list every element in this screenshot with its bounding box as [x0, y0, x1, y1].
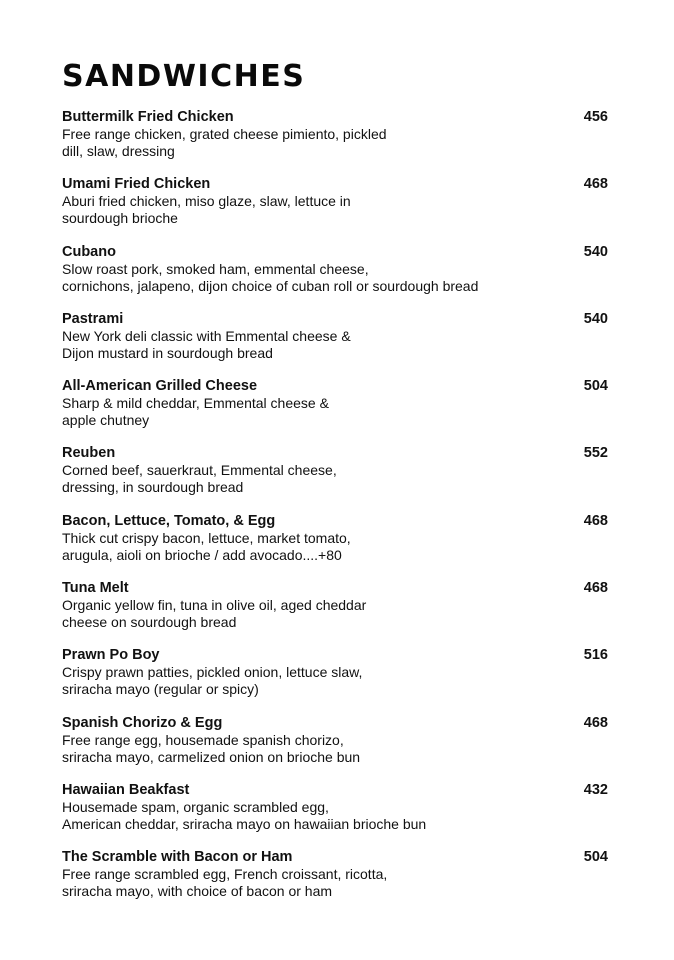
item-description-line: cornichons, jalapeno, dijon choice of cuban roll or sourdough bread	[62, 277, 479, 294]
menu-list	[62, 108, 622, 916]
item-description-line: Free range egg, housemade spanish chorizo,	[62, 731, 344, 748]
item-price: 540	[583, 243, 608, 260]
item-name: The Scramble with Bacon or Ham	[62, 849, 293, 866]
item-description	[62, 664, 532, 698]
item-price: 468	[583, 176, 608, 193]
item-description	[62, 597, 532, 631]
item-description	[62, 732, 532, 766]
item-name: Bacon, Lettuce, Tomato, & Egg	[62, 512, 276, 529]
item-price: 468	[583, 714, 608, 731]
item-description-line: Crispy prawn patties, pickled onion, lettuce slaw,	[62, 664, 363, 681]
menu-item	[62, 512, 622, 579]
menu-item	[62, 579, 622, 646]
menu-item	[62, 714, 622, 781]
item-description	[62, 395, 532, 429]
item-description-line: apple chutney	[62, 412, 150, 429]
page-title: SANDWICHES	[62, 59, 306, 94]
item-description-line: Free range scrambled egg, French croissant, ricotta,	[62, 866, 388, 883]
item-name: All-American Grilled Cheese	[62, 378, 258, 395]
item-description-line: sriracha mayo (regular or spicy)	[62, 681, 259, 698]
item-price: 456	[583, 109, 608, 125]
item-description-line: New York deli classic with Emmental cheese &	[62, 327, 351, 344]
item-description-line: sriracha mayo, with choice of bacon or ham	[62, 883, 333, 900]
menu-item	[62, 444, 622, 511]
item-description-line: Dijon mustard in sourdough bread	[62, 344, 273, 361]
item-description	[62, 261, 532, 295]
item-price: 540	[583, 310, 608, 327]
menu-item	[62, 243, 622, 310]
item-description	[62, 193, 532, 227]
menu-item	[62, 848, 622, 915]
item-description-line: Thick cut crispy bacon, lettuce, market tomato,	[62, 529, 351, 546]
item-price: 468	[583, 580, 608, 597]
menu-item	[62, 646, 622, 713]
item-name: Cubano	[62, 243, 116, 260]
item-description-line: arugula, aioli on brioche / add avocado....+80	[62, 546, 342, 563]
item-description	[62, 530, 532, 564]
item-price: 504	[583, 378, 608, 395]
item-description	[62, 462, 532, 496]
item-description	[62, 866, 532, 900]
item-price: 516	[583, 647, 608, 664]
item-description-line: Free range chicken, grated cheese pimiento, pickled	[62, 126, 387, 142]
item-name: Spanish Chorizo & Egg	[62, 714, 223, 731]
item-price: 504	[583, 849, 608, 866]
item-name: Umami Fried Chicken	[62, 176, 211, 193]
item-description-line: Slow roast pork, smoked ham, emmental cheese,	[62, 260, 369, 277]
item-description	[62, 328, 532, 362]
item-description-line: Housemade spam, organic scrambled egg,	[62, 798, 329, 815]
item-description-line: American cheddar, sriracha mayo on hawaiian brioche bun	[62, 815, 427, 832]
item-description-line: dressing, in sourdough bread	[62, 479, 244, 496]
item-price: 468	[583, 512, 608, 529]
menu-item	[62, 108, 622, 175]
item-name: Pastrami	[62, 310, 124, 327]
menu-item	[62, 781, 622, 848]
item-description-line: sourdough brioche	[62, 210, 178, 227]
item-name: Buttermilk Fried Chicken	[62, 109, 234, 125]
item-description-line: Aburi fried chicken, miso glaze, slaw, lettuce in	[62, 193, 351, 210]
item-price: 432	[583, 781, 608, 798]
item-name: Prawn Po Boy	[62, 647, 160, 664]
item-name: Reuben	[62, 445, 116, 462]
item-description-line: Corned beef, sauerkraut, Emmental cheese,	[62, 462, 337, 479]
item-description	[62, 799, 532, 833]
item-description-line: sriracha mayo, carmelized onion on brioche bun	[62, 748, 361, 765]
item-description-line: Sharp & mild cheddar, Emmental cheese &	[62, 395, 329, 412]
item-name: Tuna Melt	[62, 580, 129, 597]
menu-item	[62, 310, 622, 377]
item-name: Hawaiian Beakfast	[62, 781, 190, 798]
item-description-line: cheese on sourdough bread	[62, 614, 237, 631]
menu-item	[62, 175, 622, 242]
menu-item	[62, 377, 622, 444]
item-price: 552	[583, 445, 608, 462]
item-description	[62, 126, 532, 160]
item-description-line: dill, slaw, dressing	[62, 143, 175, 159]
item-description-line: Organic yellow fin, tuna in olive oil, aged cheddar	[62, 597, 367, 614]
